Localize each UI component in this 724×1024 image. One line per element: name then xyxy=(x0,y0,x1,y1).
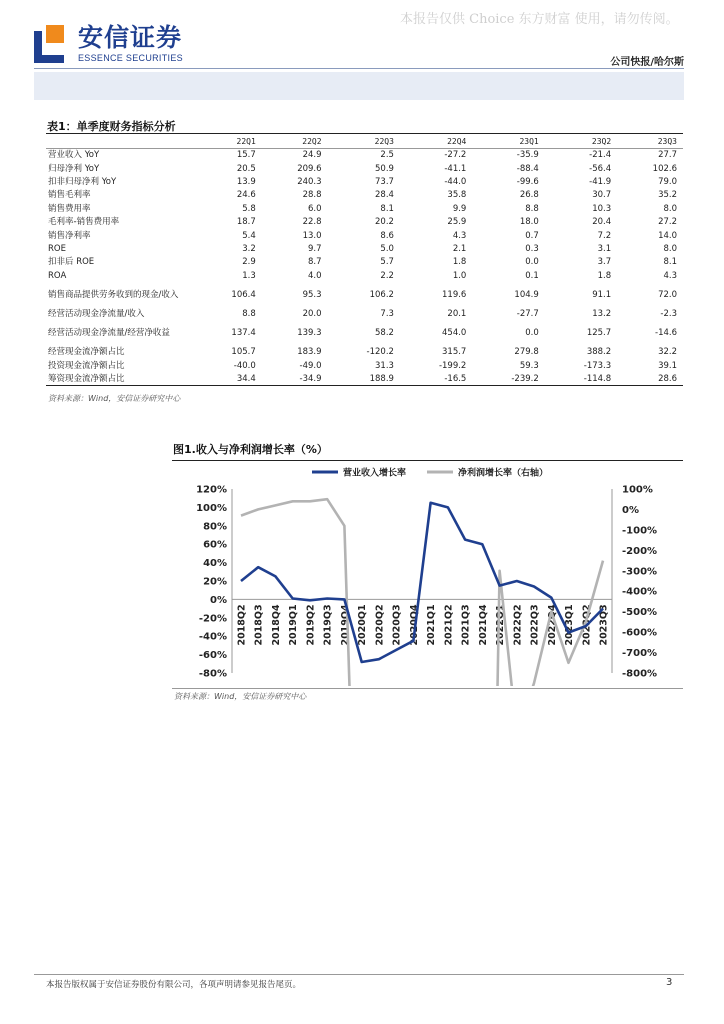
x-tick-label: 2020Q2 xyxy=(374,604,386,646)
financial-table xyxy=(46,133,683,386)
table-cell: 388.2 xyxy=(586,347,612,358)
table-cell: 28.6 xyxy=(658,374,677,385)
row-label: 扣非归母净利 YoY xyxy=(48,176,117,187)
row-label: 营业收入 YoY xyxy=(48,150,100,161)
table-row xyxy=(46,189,683,202)
table-cell: 20.4 xyxy=(592,217,612,228)
table-row xyxy=(46,149,683,162)
table-cell: 27.7 xyxy=(658,150,677,161)
table-cell: 18.7 xyxy=(236,217,256,228)
table-cell: 188.9 xyxy=(369,374,394,385)
table-header-cell: 22Q1 xyxy=(236,136,256,146)
table-row xyxy=(46,359,683,372)
table-cell: 3.2 xyxy=(242,243,256,254)
legend-label: 净利润增长率（右轴） xyxy=(458,468,549,479)
x-tick-label: 2023Q2 xyxy=(581,604,593,646)
row-label: 筹资现金流净额占比 xyxy=(48,374,125,385)
profit-growth-line xyxy=(241,499,603,686)
table-cell: -27.7 xyxy=(516,309,539,320)
left-tick-label: 120% xyxy=(196,484,227,496)
table-header-row xyxy=(46,134,683,149)
table-header-cell: 23Q2 xyxy=(591,136,612,146)
table-row xyxy=(46,346,683,359)
table-row xyxy=(46,215,683,228)
table-cell: 13.0 xyxy=(302,230,322,241)
table-cell: -40.0 xyxy=(233,360,256,371)
table-cell: 454.0 xyxy=(442,328,467,339)
table-header-cell: 22Q4 xyxy=(447,136,467,146)
table-cell: 4.3 xyxy=(663,270,677,281)
table-cell: 8.7 xyxy=(308,257,322,268)
x-tick-label: 2020Q3 xyxy=(391,604,403,646)
table-cell: 14.0 xyxy=(658,230,677,241)
row-label: 销售商品提供劳务收到的现金/收入 xyxy=(48,289,179,300)
table-cell: 183.9 xyxy=(297,347,322,358)
table-cell: 5.4 xyxy=(242,230,256,241)
row-label: 销售费用率 xyxy=(48,203,91,214)
table-cell: -34.9 xyxy=(299,374,322,385)
left-tick-label: 0% xyxy=(210,594,227,606)
table-cell: 240.3 xyxy=(297,176,322,187)
table-cell: 0.7 xyxy=(525,230,539,241)
table-cell: 102.6 xyxy=(652,163,677,174)
table-cell: 30.7 xyxy=(592,190,612,201)
table-cell: 79.0 xyxy=(658,176,677,187)
table-cell: -44.0 xyxy=(444,176,467,187)
row-label: 扣非后 ROE xyxy=(48,257,95,268)
row-label: ROE xyxy=(48,243,66,254)
table-cell: -88.4 xyxy=(516,163,539,174)
page-number: 3 xyxy=(666,977,673,988)
table-cell: 15.7 xyxy=(236,150,256,161)
table-cell: 7.2 xyxy=(597,230,612,241)
company-logo xyxy=(34,24,183,63)
table-cell: 139.3 xyxy=(297,328,322,339)
right-tick-label: -200% xyxy=(622,545,658,557)
row-label: 经营活动现金净流量/收入 xyxy=(48,309,145,320)
x-tick-label: 2018Q2 xyxy=(236,604,248,646)
table-cell: 9.7 xyxy=(308,243,322,254)
table-cell: 9.9 xyxy=(452,203,467,214)
table-cell: 8.0 xyxy=(663,203,677,214)
row-label: 经营现金流净额占比 xyxy=(48,347,125,358)
table-cell: 8.8 xyxy=(525,203,539,214)
left-tick-label: 60% xyxy=(203,539,227,551)
row-label: 经营活动现金净流量/经营净收益 xyxy=(48,328,170,339)
x-tick-label: 2023Q3 xyxy=(598,604,610,646)
footer-divider xyxy=(34,974,684,975)
right-tick-label: -500% xyxy=(622,607,658,619)
table-cell: 3.7 xyxy=(597,257,612,268)
x-tick-label: 2021Q1 xyxy=(426,604,438,646)
table-row xyxy=(46,282,683,307)
table-row xyxy=(46,175,683,188)
table-cell: 8.6 xyxy=(380,230,394,241)
right-tick-label: -100% xyxy=(622,525,658,537)
left-tick-label: 80% xyxy=(203,521,227,533)
table-cell: 125.7 xyxy=(586,328,612,339)
row-label: 投资现金流净额占比 xyxy=(48,360,125,371)
table-cell: 91.1 xyxy=(592,289,612,300)
x-tick-label: 2022Q1 xyxy=(495,604,507,646)
table-row xyxy=(46,269,683,282)
table-cell: 8.0 xyxy=(663,243,677,254)
right-tick-label: -700% xyxy=(622,648,658,660)
table-cell: -21.4 xyxy=(589,150,612,161)
table-cell: 5.7 xyxy=(380,257,394,268)
table-cell: 104.9 xyxy=(514,289,539,300)
table-cell: 13.2 xyxy=(592,309,612,320)
table-row xyxy=(46,307,683,320)
table-cell: 50.9 xyxy=(375,163,394,174)
table-cell: -199.2 xyxy=(438,360,467,371)
header-band xyxy=(34,72,684,100)
table-cell: 105.7 xyxy=(231,347,256,358)
table-cell: -173.3 xyxy=(583,360,612,371)
row-label: ROA xyxy=(48,270,67,281)
table-header-cell: 23Q1 xyxy=(519,136,539,146)
table-cell: 106.2 xyxy=(369,289,394,300)
left-tick-label: -60% xyxy=(198,650,227,662)
table-cell: 119.6 xyxy=(442,289,467,300)
table-cell: 8.1 xyxy=(380,203,394,214)
x-tick-label: 2022Q2 xyxy=(512,604,524,646)
table-cell: -27.2 xyxy=(444,150,467,161)
table-cell: 279.8 xyxy=(514,347,539,358)
table-cell: 28.8 xyxy=(302,190,322,201)
table-cell: 8.8 xyxy=(242,309,256,320)
right-tick-label: -800% xyxy=(622,668,658,680)
x-tick-label: 2019Q4 xyxy=(339,604,351,646)
table-cell: 59.3 xyxy=(519,360,539,371)
table-cell: 73.7 xyxy=(375,176,394,187)
table-cell: 35.8 xyxy=(447,190,467,201)
right-tick-label: 0% xyxy=(622,504,639,516)
table-cell: -114.8 xyxy=(583,374,612,385)
logo-en-name: ESSENCE SECURITIES xyxy=(78,53,183,63)
row-label: 销售毛利率 xyxy=(48,190,91,201)
table-row xyxy=(46,229,683,242)
table-cell: 1.3 xyxy=(242,270,256,281)
table-cell: 35.2 xyxy=(658,190,677,201)
table-cell: 20.1 xyxy=(447,309,467,320)
table-cell: -35.9 xyxy=(516,150,539,161)
table-cell: 32.2 xyxy=(658,347,677,358)
table-cell: 72.0 xyxy=(658,289,677,300)
table-header-blank xyxy=(46,134,196,149)
table-cell: 34.4 xyxy=(236,374,256,385)
table-cell: -16.5 xyxy=(444,374,467,385)
x-tick-label: 2023Q1 xyxy=(564,604,576,646)
table-cell: 28.4 xyxy=(375,190,394,201)
x-tick-label: 2019Q3 xyxy=(322,604,334,646)
table-cell: 209.6 xyxy=(297,163,322,174)
table-cell: 5.0 xyxy=(380,243,394,254)
table-row xyxy=(46,162,683,175)
row-label: 归母净利 YoY xyxy=(48,163,100,174)
table-row xyxy=(46,202,683,215)
table-cell: 1.8 xyxy=(597,270,612,281)
table-cell: 20.2 xyxy=(375,217,394,228)
table-cell: 18.0 xyxy=(519,217,539,228)
table-cell: -41.1 xyxy=(444,163,467,174)
table-cell: 10.3 xyxy=(592,203,612,214)
table-cell: 24.9 xyxy=(302,150,322,161)
table-cell: 137.4 xyxy=(231,328,256,339)
right-tick-label: 100% xyxy=(622,484,653,496)
x-tick-label: 2022Q4 xyxy=(546,604,558,646)
row-label: 销售净利率 xyxy=(48,230,91,241)
table-cell: -2.3 xyxy=(660,309,677,320)
x-tick-label: 2020Q4 xyxy=(408,604,420,646)
x-tick-label: 2020Q1 xyxy=(357,604,369,646)
table-cell: 20.0 xyxy=(302,309,322,320)
table-header-cell: 23Q3 xyxy=(657,136,677,146)
table-cell: 27.2 xyxy=(658,217,677,228)
table-cell: 8.1 xyxy=(663,257,677,268)
table-cell: 24.6 xyxy=(236,190,256,201)
table-cell: 22.8 xyxy=(302,217,322,228)
figure-source: 资料来源：Wind，安信证券研究中心 xyxy=(174,692,307,701)
table-cell: 0.1 xyxy=(525,270,539,281)
left-tick-label: -80% xyxy=(198,668,227,680)
legend-label: 营业收入增长率 xyxy=(343,468,407,479)
table-cell: 39.1 xyxy=(658,360,677,371)
left-tick-label: 40% xyxy=(203,558,227,570)
footer-disclaimer: 本报告版权属于安信证券股份有限公司，各项声明请参见报告尾页。 xyxy=(46,980,302,990)
right-tick-label: -600% xyxy=(622,627,658,639)
right-tick-label: -400% xyxy=(622,586,658,598)
table-cell: 3.1 xyxy=(597,243,612,254)
table-cell: -56.4 xyxy=(589,163,612,174)
table-cell: 58.2 xyxy=(375,328,394,339)
report-type: 公司快报/哈尔斯 xyxy=(610,57,684,68)
table-row xyxy=(46,321,683,346)
table-cell: -99.6 xyxy=(516,176,539,187)
table-cell: 0.0 xyxy=(525,257,539,268)
table-cell: 31.3 xyxy=(375,360,394,371)
table-row xyxy=(46,242,683,255)
table-cell: 0.3 xyxy=(525,243,539,254)
logo-cn-name: 安信证券 xyxy=(78,23,183,52)
table-cell: 315.7 xyxy=(442,347,467,358)
table-cell: 95.3 xyxy=(302,289,322,300)
table-cell: 20.5 xyxy=(236,163,256,174)
table-cell: -41.9 xyxy=(589,176,612,187)
x-tick-label: 2019Q1 xyxy=(288,604,300,646)
table-source: 资料来源：Wind，安信证券研究中心 xyxy=(48,394,181,403)
table-title: 表1：单季度财务指标分析 xyxy=(47,120,176,133)
table-header-cell: 22Q2 xyxy=(302,136,322,146)
x-tick-label: 2021Q2 xyxy=(443,604,455,646)
left-tick-label: 20% xyxy=(203,576,227,588)
table-cell: 13.9 xyxy=(236,176,256,187)
table-cell: 1.0 xyxy=(452,270,467,281)
table-cell: 2.9 xyxy=(242,257,256,268)
x-tick-label: 2021Q3 xyxy=(460,604,472,646)
table-cell: -14.6 xyxy=(655,328,677,339)
table-cell: 4.0 xyxy=(308,270,322,281)
table-cell: 4.3 xyxy=(452,230,467,241)
table-cell: -49.0 xyxy=(299,360,322,371)
table-cell: -239.2 xyxy=(511,374,539,385)
x-tick-label: 2019Q2 xyxy=(305,604,317,646)
table-cell: 0.0 xyxy=(525,328,539,339)
table-cell: -120.2 xyxy=(366,347,394,358)
table-header-cell: 22Q3 xyxy=(374,136,394,146)
header-divider xyxy=(34,68,684,69)
table-cell: 2.5 xyxy=(380,150,394,161)
table-cell: 2.2 xyxy=(380,270,394,281)
table-cell: 26.8 xyxy=(519,190,539,201)
table-cell: 7.3 xyxy=(380,309,394,320)
left-tick-label: -20% xyxy=(198,613,227,625)
table-cell: 106.4 xyxy=(231,289,256,300)
table-cell: 25.9 xyxy=(447,217,467,228)
left-tick-label: -40% xyxy=(198,631,227,643)
table-row xyxy=(46,373,683,386)
table-cell: 5.8 xyxy=(242,203,256,214)
figure-title: 图1.收入与净利润增长率（%） xyxy=(173,443,328,456)
right-tick-label: -300% xyxy=(622,566,658,578)
table-row xyxy=(46,256,683,269)
table-cell: 1.8 xyxy=(452,257,467,268)
x-tick-label: 2018Q3 xyxy=(253,604,265,646)
left-tick-label: 100% xyxy=(196,502,227,514)
table-cell: 6.0 xyxy=(308,203,322,214)
x-tick-label: 2018Q4 xyxy=(270,604,282,646)
figure-bottom-rule xyxy=(172,688,683,689)
x-tick-label: 2022Q3 xyxy=(529,604,541,646)
table-cell: 2.1 xyxy=(452,243,467,254)
watermark: 本报告仅供 Choice 东方财富 使用，请勿传阅。 xyxy=(400,12,679,27)
row-label: 毛利率-销售费用率 xyxy=(48,217,120,228)
growth-line-chart xyxy=(172,460,683,686)
logo-mark-icon xyxy=(34,25,70,63)
x-tick-label: 2021Q4 xyxy=(477,604,489,646)
